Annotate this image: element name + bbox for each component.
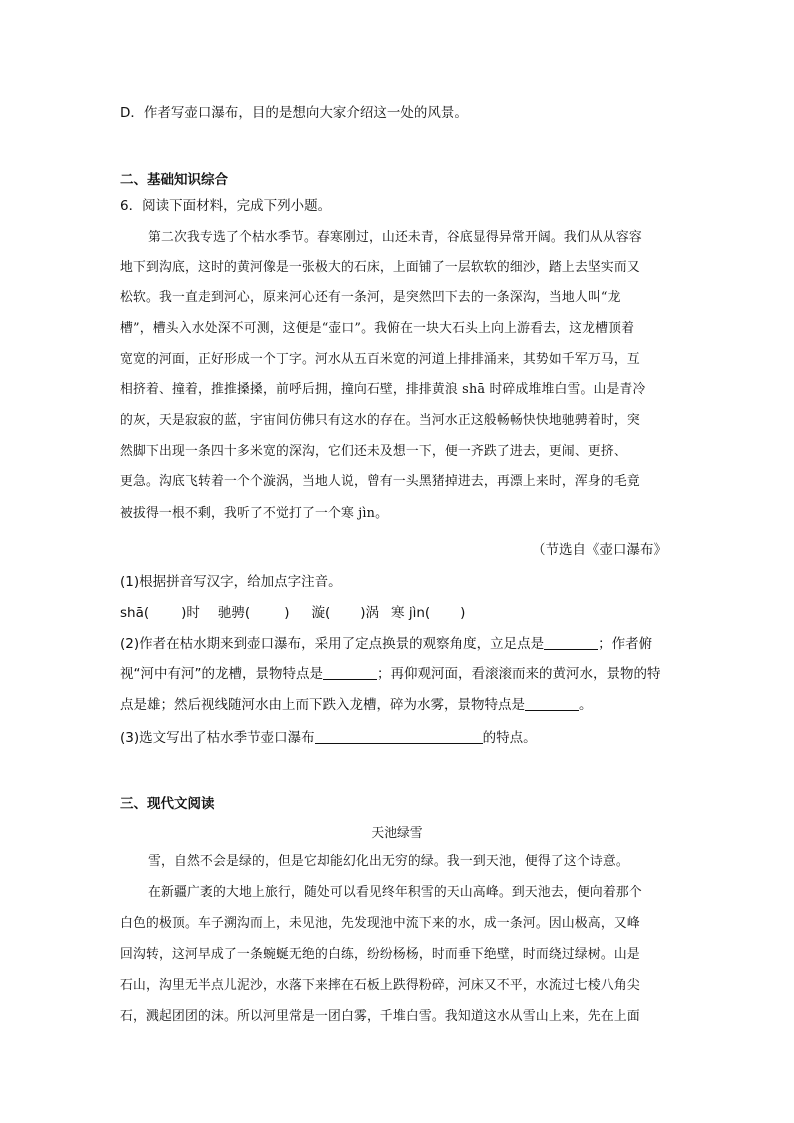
question-6-2-line1: (2)作者在枯水期来到壶口瀑布，采用了定点换景的观察角度，立足点是 ；作者俯 bbox=[120, 636, 653, 652]
passage-line: 第二次我专选了个枯水季节。春寒刚过，山还未青，谷底显得异常开阔。我们从从容容 bbox=[148, 230, 642, 245]
article-line: 白色的极顶。车子溯沟而上，未见池，先发现池中流下来的水，成一条河。因山极高，又峰 bbox=[120, 916, 640, 931]
article-line: 石山，沟里无半点儿泥沙，水落下来摔在石板上跌得粉碎，河床又不平，水流过七棱八角尖 bbox=[120, 978, 640, 993]
option-d: D．作者写壶口瀑布，目的是想向大家介绍这一处的风景。 bbox=[120, 105, 468, 121]
passage-line: 更急。沟底飞转着一个个漩涡，当地人说，曾有一头黑猪掉进去，再漂上来时，浑身的毛竟 bbox=[120, 474, 640, 489]
pinyin-item: )时 bbox=[181, 605, 200, 621]
question-6: 6．阅读下面材料，完成下列小题。 bbox=[120, 198, 332, 214]
question-6-1: (1)根据拼音写汉字，给加点字注音。 bbox=[120, 574, 342, 590]
pinyin-item: 漩( bbox=[311, 605, 331, 621]
section3-heading: 三、现代文阅读 bbox=[120, 796, 215, 812]
answer-blank[interactable] bbox=[544, 635, 598, 650]
article-title: 天池绿雪 bbox=[371, 826, 423, 841]
answer-blank[interactable] bbox=[525, 696, 579, 711]
answer-blank[interactable] bbox=[323, 665, 377, 680]
passage-line: 地下到沟底，这时的黄河像是一张极大的石床，上面铺了一层软软的细沙，踏上去坚实而又 bbox=[120, 260, 640, 275]
question-6-2-line2: 视“河中有河”的龙槽，景物特点是 ；再仰观河面，看滚滚而来的黄河水，景物的特 bbox=[120, 666, 661, 682]
pinyin-item: 驰骋( bbox=[217, 605, 251, 621]
section2-heading: 二、基础知识综合 bbox=[120, 172, 228, 188]
pinyin-item: )涡 bbox=[360, 605, 380, 621]
article-line: 回沟转，这河早成了一条蜿蜒无绝的白练，纷纷杨杨，时而垂下绝壁，时而绕过绿树。山是 bbox=[120, 947, 640, 962]
article-line: 在新疆广袤的大地上旅行，随处可以看见终年积雪的天山高峰。到天池去，便向着那个 bbox=[148, 885, 642, 900]
pinyin-items bbox=[120, 604, 465, 622]
article-line: 石，溅起团团的沫。所以河里常是一团白雾，千堆白雪。我知道这水从雪山上来，先在上面 bbox=[120, 1009, 640, 1024]
answer-blank[interactable] bbox=[315, 729, 483, 744]
question-6-2-line3: 点是雄；然后视线随河水由上而下跌入龙槽，碎为水雾，景物特点是 。 bbox=[120, 697, 593, 713]
passage-line: 松软。我一直走到河心，原来河心还有一条河，是突然凹下去的一条深沟，当地人叫“龙 bbox=[120, 290, 621, 305]
pinyin-item: ) bbox=[460, 605, 466, 621]
passage-line: 相挤着、撞着，推推搡搡，前呼后拥，撞向石壁，排排黄浪 shā 时碎成堆堆白雪。山是青冷 bbox=[120, 382, 646, 397]
passage-line: 的灰，天是寂寂的蓝，宇宙间仿佛只有这水的存在。当河水正这般畅畅快快地驰骋着时，突 bbox=[120, 413, 640, 428]
pinyin-item: 寒 jìn( bbox=[391, 605, 431, 621]
passage-source: （节选自《壶口瀑布》 bbox=[532, 542, 667, 558]
pinyin-item: shā( bbox=[120, 605, 150, 621]
article-line: 雪，自然不会是绿的，但是它却能幻化出无穷的绿。我一到天池，便得了这个诗意。 bbox=[148, 854, 629, 869]
passage-line: 被拔得一根不剩，我听了不觉打了一个寒 jìn。 bbox=[120, 506, 389, 521]
pinyin-item: ) bbox=[284, 605, 290, 621]
passage-line: 然脚下出现一条四十多米宽的深沟，它们还未及想一下，便一齐跌了进去，更闹、更挤、 bbox=[120, 444, 627, 459]
passage-line: 槽”，槽头入水处深不可测，这便是“壶口”。我俯在一块大石头上向上游看去，这龙槽顶着 bbox=[120, 321, 635, 336]
question-6-3: (3)选文写出了枯水季节壶口瀑布 的特点。 bbox=[120, 730, 537, 746]
passage-line: 宽宽的河面，正好形成一个丁字。河水从五百米宽的河道上排排涌来，其势如千军万马，互 bbox=[120, 352, 640, 367]
